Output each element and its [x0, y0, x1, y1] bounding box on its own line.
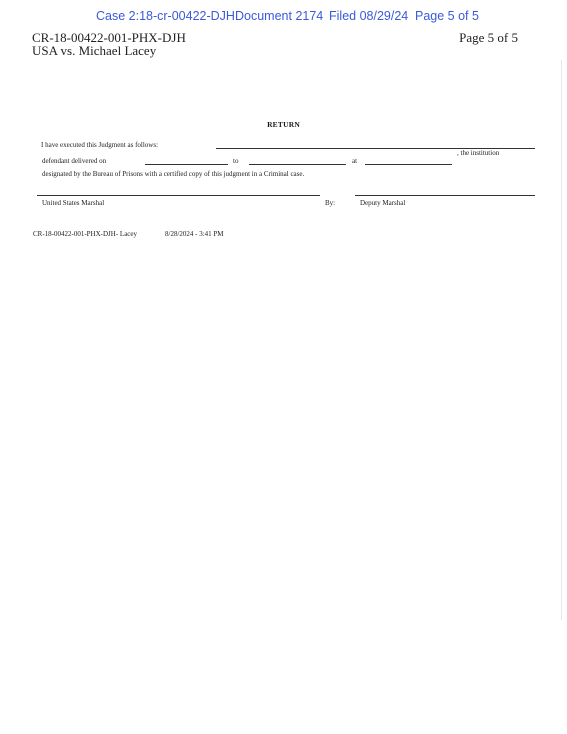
- delivered-date-line: [145, 164, 228, 165]
- ecf-filed-date: Filed 08/29/24: [329, 9, 409, 23]
- executed-text: I have executed this Judgment as follows:: [41, 141, 159, 149]
- designated-text: designated by the Bureau of Prisons with a certified copy of this judgment in a Criminal case.: [42, 170, 305, 178]
- marshal-label: United States Marshal: [42, 199, 105, 207]
- marshal-signature-line: [37, 195, 320, 196]
- case-name: USA vs. Michael Lacey: [32, 43, 157, 58]
- ecf-document-number: Document 2174: [235, 9, 324, 23]
- delivered-at-line: [365, 164, 452, 165]
- case-number: CR-18-00422-001-PHX-DJH: [32, 30, 186, 45]
- document-header: [32, 31, 186, 57]
- ecf-case-number: Case 2:18-cr-00422-DJH: [96, 9, 235, 23]
- deputy-label: Deputy Marshal: [360, 199, 406, 207]
- delivered-to-line: [249, 164, 346, 165]
- return-title: RETURN: [267, 120, 300, 129]
- footer-code: CR-18-00422-001-PHX-DJH- Lacey: [33, 230, 138, 238]
- deputy-signature-line: [355, 195, 535, 196]
- at-label: at: [352, 157, 358, 165]
- scan-edge-artifact: [561, 60, 562, 620]
- delivered-label: defendant delivered on: [42, 157, 107, 165]
- institution-label: , the institution: [457, 149, 500, 157]
- footer-timestamp: 8/28/2024 - 3:41 PM: [165, 230, 224, 238]
- to-label: to: [233, 157, 239, 165]
- page-label: Page 5 of 5: [459, 30, 518, 45]
- ecf-page-indicator: Page 5 of 5: [415, 9, 479, 23]
- by-label: By:: [325, 199, 336, 207]
